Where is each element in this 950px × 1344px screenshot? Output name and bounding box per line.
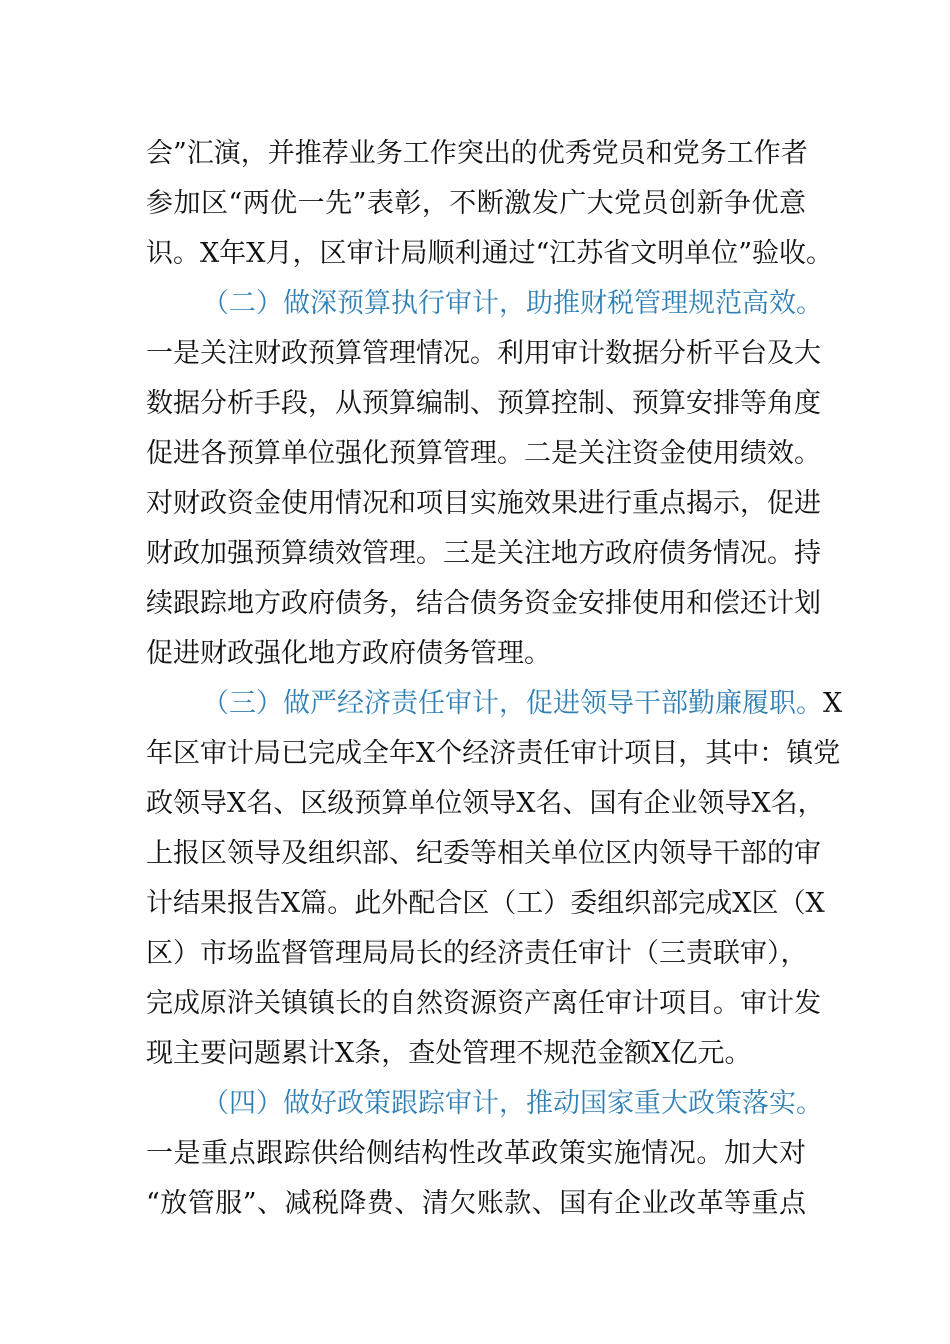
text-line: 计结果报告X篇。此外配合区（工）委组织部完成X区（X — [146, 888, 825, 919]
text-line: 一是重点跟踪供给侧结构性改革政策实施情况。加大对 — [146, 1138, 806, 1169]
text-line: 上报区领导及组织部、纪委等相关单位区内领导干部的审 — [146, 838, 821, 869]
text-line: 促进财政强化地方政府债务管理。 — [146, 638, 551, 669]
text-line: 参加区“两优一先”表彰，不断激发广大党员创新争优意 — [146, 188, 806, 219]
text-line: 一是关注财政预算管理情况。利用审计数据分析平台及大 — [146, 338, 821, 369]
text-line: 数据分析手段，从预算编制、预算控制、预算安排等角度 — [146, 388, 821, 419]
text-line: 财政加强预算绩效管理。三是关注地方政府债务情况。持 — [146, 538, 821, 569]
text-line: 政领导X名、区级预算单位领导X名、国有企业领导X名， — [146, 788, 825, 819]
text-line: 识。X年X月，区审计局顺利通过“江苏省文明单位”验收。 — [146, 238, 834, 269]
text-line: “放管服”、减税降费、清欠账款、国有企业改革等重点 — [146, 1188, 806, 1219]
text-line: 年区审计局已完成全年X个经济责任审计项目，其中：镇党 — [146, 738, 841, 769]
text-line: 对财政资金使用情况和项目实施效果进行重点揭示，促进 — [146, 488, 821, 519]
section-heading: （三）做严经济责任审计，促进领导干部勤廉履职。 — [202, 688, 823, 719]
text-line: 会”汇演，并推荐业务工作突出的优秀党员和党务工作者 — [146, 138, 808, 169]
text-line: 促进各预算单位强化预算管理。二是关注资金使用绩效。 — [146, 438, 821, 469]
section-heading: （二）做深预算执行审计，助推财税管理规范高效。 — [202, 288, 823, 319]
text-line: 续跟踪地方政府债务，结合债务资金安排使用和偿还计划 — [146, 588, 821, 619]
section-heading-line — [202, 684, 843, 724]
text-line: 完成原浒关镇镇长的自然资源资产离任审计项目。审计发 — [146, 988, 821, 1019]
heading-tail-text: X — [823, 688, 843, 719]
text-line: 现主要问题累计X条，查处管理不规范金额X亿元。 — [146, 1038, 752, 1069]
section-heading: （四）做好政策跟踪审计，推动国家重大政策落实。 — [202, 1088, 823, 1119]
text-line: 区）市场监督管理局局长的经济责任审计（三责联审）， — [146, 938, 808, 969]
